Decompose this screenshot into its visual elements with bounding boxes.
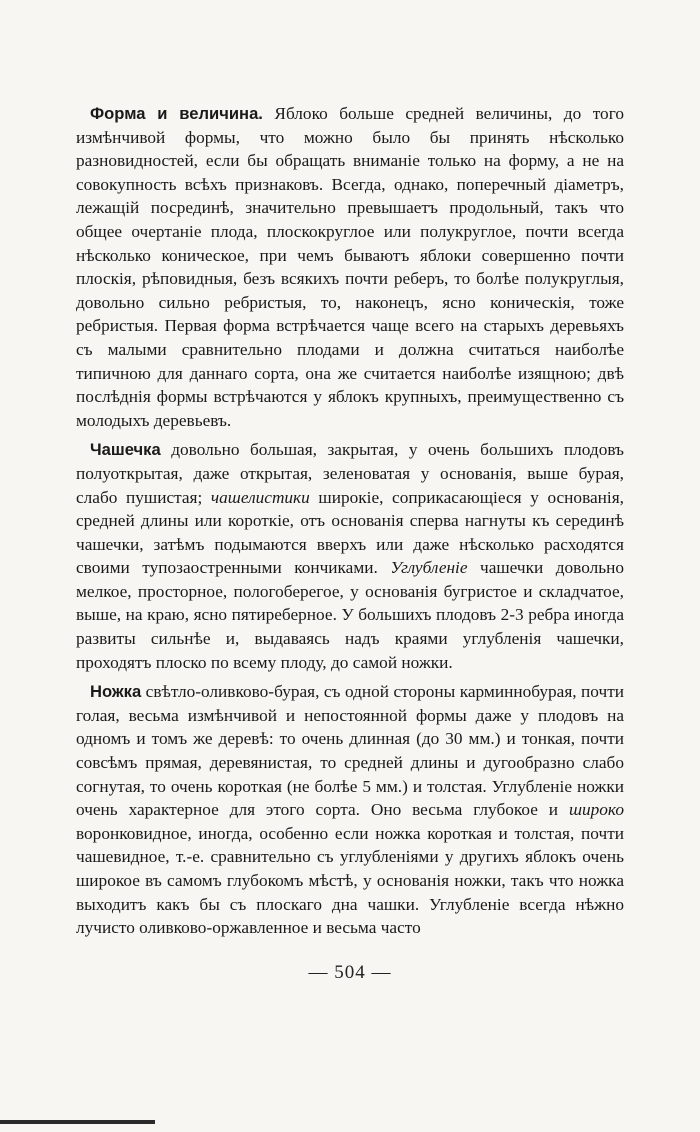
paragraph-stalk [76,680,624,940]
paragraph-text: чашечки довольно мелкое, просторное, пологоберегое, у основанія бугристое и складчатое, выше, на краю, ясно пятиреберное. У большихъ плодовъ 2-3 ребра иногда развиты сильнѣе и, выдаваясь надъ краями углубленія чашечки, проходятъ плоско по всему плоду, до самой ножки. [76,558,625,672]
italic-term-cavity: Углубленіе [390,558,468,578]
paragraph-text: широкіе, соприкасающіеся у основанія, средней длины или короткіе, отъ основанія сперва нагнуты къ серединѣ чашечки, затѣмъ подымаются вверхъ или даже нѣсколько расходятся своими тупозаостренными кончиками. [76,487,624,578]
paragraph-form-and-size [76,102,624,432]
italic-term-wide: широко [568,800,624,820]
page-number: — 504 — [308,962,392,983]
section-heading-calyx: Чашечка [90,440,161,460]
scan-edge-rule [0,1120,155,1124]
italic-term-sepals: чашелистики [210,487,310,507]
paragraph-text: довольно большая, закрытая, у очень большихъ плодовъ полуоткрытая, даже открытая, зеленоватая у основанія, выше бурая, слабо пушистая; [76,440,624,507]
paragraph-calyx [76,438,624,674]
paragraph-text: Яблоко больше средней величины, до того измѣнчивой формы, что можно было бы принять нѣсколько разновидностей, если бы обращать вниманіе только на форму, а не на совокупность всѣхъ признаковъ. Всегда, однако, поперечный діаметръ, лежащій посрединѣ, значительно превышаетъ продольный, такъ что общее очертаніе плода, плоскокруглое или полукруглое, почти всегда нѣсколько коническое, при чемъ бываютъ яблоки совершенно почти плоскія, рѣповидныя, безъ всякихъ почти реберъ, то болѣе полукруглыя, довольно сильно ребристыя, то, наконецъ, ясно коническія, тоже ребристыя. Первая форма встрѣчается чаще всего на старыхъ деревьяхъ съ малыми сравнительно плодами и должна считаться наиболѣе типичною для даннаго сорта, она же считается наиболѣе изящною; двѣ послѣднія формы встрѣчаются у яблокъ крупныхъ, преимущественно съ молодыхъ деревьевъ. [76,104,624,430]
paragraph-text: свѣтло-оливково-бурая, съ одной стороны карминнобурая, почти голая, весьма измѣнчивой и непостоянной формы даже у плодовъ на одномъ и томъ же деревѣ: то очень длинная (до 30 мм.) и тонкая, почти совсѣмъ прямая, деревянистая, то средней длины и дугообразно слабо согнутая, то очень короткая (не болѣе 5 мм.) и толстая. Углубленіе ножки очень характерное для этого сорта. Оно весьма глубокое и [76,682,624,820]
section-heading-form: Форма и величина. [90,104,263,123]
paragraph-text: воронковидное, иногда, особенно если ножка короткая и толстая, почти чашевидное, т.-е. сравнительно съ углубленіями у другихъ яблокъ очень широкое въ самомъ глубокомъ мѣстѣ, у основанія ножки, такъ что ножка выходитъ какъ бы съ плоскаго дна чашки. Углубленіе всегда нѣжно лучисто оливково-оржавленное и весьма часто [76,823,624,938]
section-heading-stalk: Ножка [90,682,142,702]
page-body-text [76,102,624,946]
